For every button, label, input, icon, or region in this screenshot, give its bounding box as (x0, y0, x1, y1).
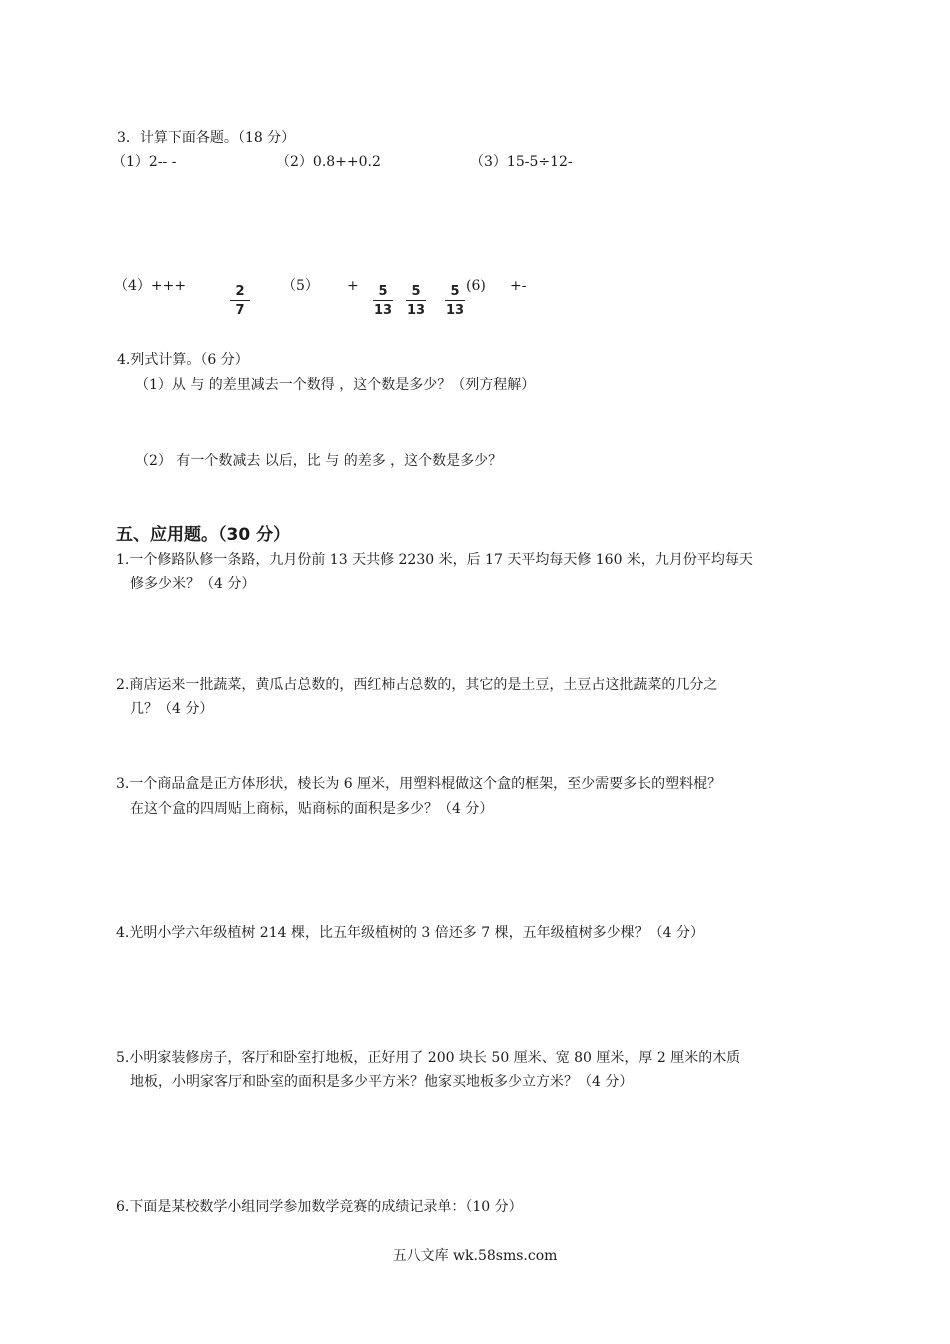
question-4-part-2: （2） 有一个数减去 以后，比 与 的差多 ，这个数是多少？ (135, 453, 503, 469)
fraction-denominator: 7 (235, 303, 245, 318)
fraction-denominator: 13 (445, 303, 465, 318)
application-question-4: 4.光明小学六年级植树 214 棵，比五年级植树的 3 倍还多 7 棵，五年级植树多少棵？（4 分） (116, 925, 704, 941)
fraction-numerator: 5 (378, 284, 388, 299)
footer-watermark: 五八文库 wk.58sms.com (392, 1248, 558, 1264)
question-3-part-4: （4）+++ (114, 278, 187, 294)
application-question-6: 6.下面是某校数学小组同学参加数学竞赛的成绩记录单：（10 分） (116, 1199, 523, 1215)
fraction-5-13 (444, 284, 466, 318)
application-question-2: 2.商店运来一批蔬菜，黄瓜占总数的，西红柿占总数的，其它的是土豆，土豆占这批蔬菜的几分之 (116, 677, 718, 693)
fraction-bar (373, 300, 393, 301)
question-3-part-5: （5） (282, 278, 319, 294)
fraction-numerator: 5 (450, 284, 460, 299)
application-question-5-cont: 地板，小明家客厅和卧室的面积是多少平方米？他家买地板多少立方米？（4 分） (130, 1074, 634, 1090)
question-3-part-1: （1）2-- - (112, 154, 177, 170)
application-question-2-cont: 几？（4 分） (130, 701, 214, 717)
question-3-part-5-plus: + (347, 278, 359, 294)
fraction-2-7 (229, 284, 251, 318)
question-3-part-6-operators: +- (510, 278, 527, 294)
fraction-5-13 (372, 284, 394, 318)
question-4-part-1: （1）从 与 的差里减去一个数得 ，这个数是多少？（列方程解） (135, 377, 536, 393)
fraction-numerator: 5 (411, 284, 421, 299)
fraction-denominator: 13 (373, 303, 393, 318)
fraction-bar (230, 300, 250, 301)
application-question-1-cont: 修多少米？（4 分） (130, 576, 256, 592)
fraction-denominator: 13 (406, 303, 426, 318)
fraction-bar (406, 300, 426, 301)
application-question-3-cont: 在这个盒的四周贴上商标，贴商标的面积是多少？（4 分） (130, 801, 494, 817)
question-4-title: 4.列式计算。（6 分） (117, 352, 249, 368)
fraction-bar (445, 300, 465, 301)
fraction-5-13 (405, 284, 427, 318)
question-3-part-3: （3）15-5÷12- (470, 154, 573, 170)
question-3-title: 3．计算下面各题。（18 分） (117, 130, 296, 146)
question-3-part-6: (6) (466, 278, 486, 294)
application-question-1: 1.一个修路队修一条路，九月份前 13 天共修 2230 米，后 17 天平均每天修 160 米，九月份平均每天 (116, 552, 753, 568)
application-question-3: 3.一个商品盒是正方体形状，棱长为 6 厘米，用塑料棍做这个盒的框架，至少需要多长的塑料棍？ (116, 776, 722, 792)
question-3-part-2: （2）0.8++0.2 (276, 154, 381, 170)
section-5-heading: 五、应用题。（30 分） (116, 525, 291, 545)
application-question-5: 5.小明家装修房子，客厅和卧室打地板，正好用了 200 块长 50 厘米、宽 80 厘米，厚 2 厘米的木质 (116, 1050, 741, 1066)
fraction-numerator: 2 (235, 284, 245, 299)
